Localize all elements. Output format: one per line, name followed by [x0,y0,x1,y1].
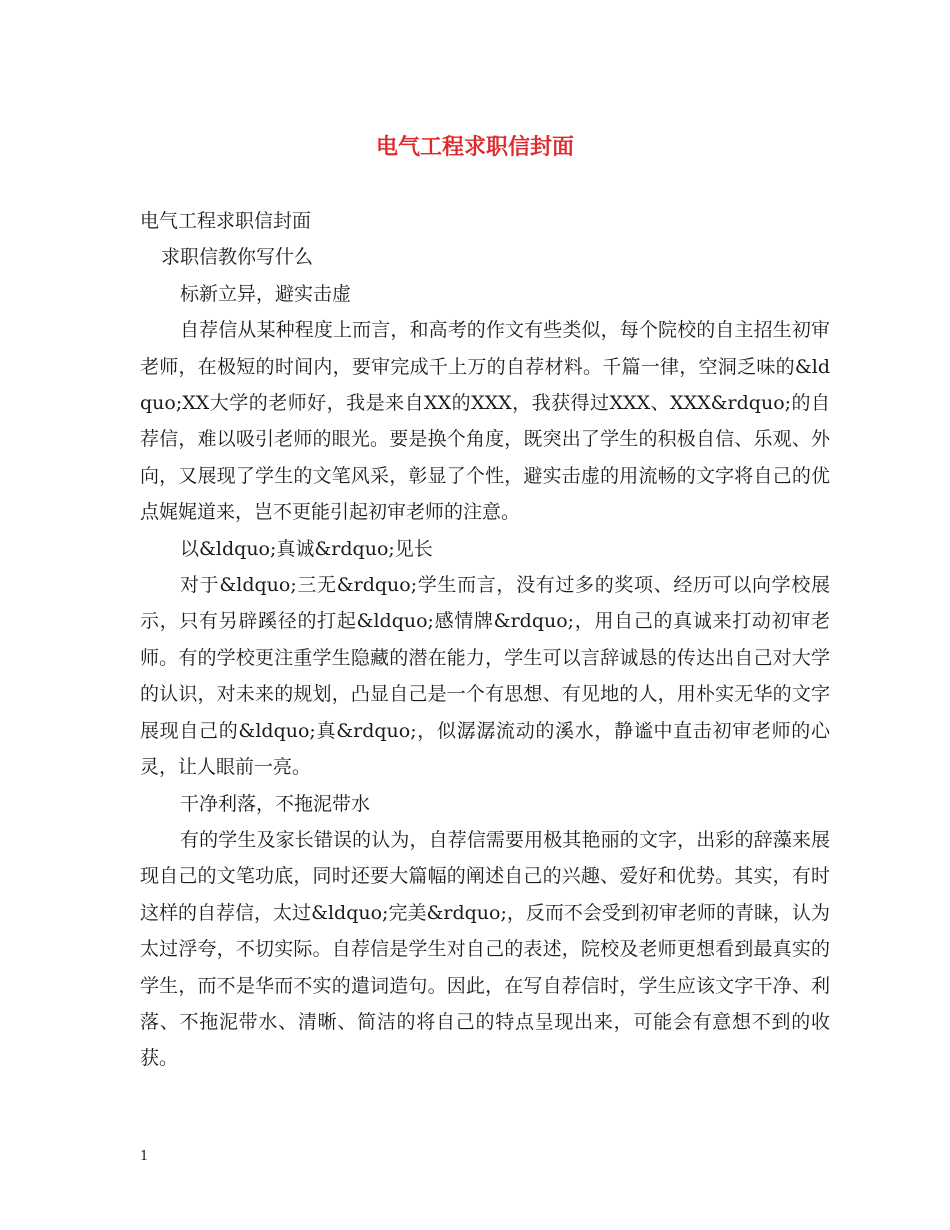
subtitle-line: 电气工程求职信封面 [140,210,312,232]
subheading-1: 标新立异，避实击虚 [180,282,352,305]
subheading-3: 干净利落，不拖泥带水 [180,792,371,815]
paragraph-3: 有的学生及家长错误的认为，自荐信需要用极其艳丽的文字，出彩的辞藻来展现自己的文笔功底，同时还要大篇幅的阐述自己的兴趣、爱好和优势。其实，有时这样的自荐信，太过&ldquo;完美&rdquo;，反而不会受到初审老师的青睐，认为太过浮夸，不切实际。自荐信是学生对自己的表述，院校及老师更想看到最真实的学生，而不是华而不实的遣词造句。因此，在写自荐信时，学生应该文字干净、利落、不拖泥带水、清晰、简洁的将自己的特点呈现出来，可能会有意想不到的收获。 [140,828,830,1070]
paragraph-1: 自荐信从某种程度上而言，和高考的作文有些类似，每个院校的自主招生初审老师，在极短的时间内，要审完成千上万的自荐材料。千篇一律，空洞乏味的&ldquo;XX大学的老师好，我是来自XX的XXX，我获得过XXX、XXX&rdquo;的自荐信，难以吸引老师的眼光。要是换个角度，既突出了学生的积极自信、乐观、外向，又展现了学生的文笔风采，彰显了个性，避实击虚的用流畅的文字将自己的优点娓娓道来，岂不更能引起初审老师的注意。 [140,319,830,524]
subheading-2: 以&ldquo;真诚&rdquo;见长 [180,537,433,560]
document-title: 电气工程求职信封面 [375,134,574,160]
paragraph-2: 对于&ldquo;三无&rdquo;学生而言，没有过多的奖项、经历可以向学校展示，只有另辟蹊径的打起&ldquo;感情牌&rdquo;，用自己的真诚来打动初审老师。有的学校更注重学生隐藏的潜在能力，学生可以言辞诚恳的传达出自己对大学的认识，对未来的规划，凸显自己是一个有思想、有见地的人，用朴实无华的文字展现自己的&ldquo;真&rdquo;，似潺潺流动的溪水，静谧中直击初审老师的心灵，让人眼前一亮。 [140,574,830,779]
document-body [140,203,830,1077]
section-heading: 求职信教你写什么 [161,246,314,269]
page-number: 1 [140,1149,149,1164]
